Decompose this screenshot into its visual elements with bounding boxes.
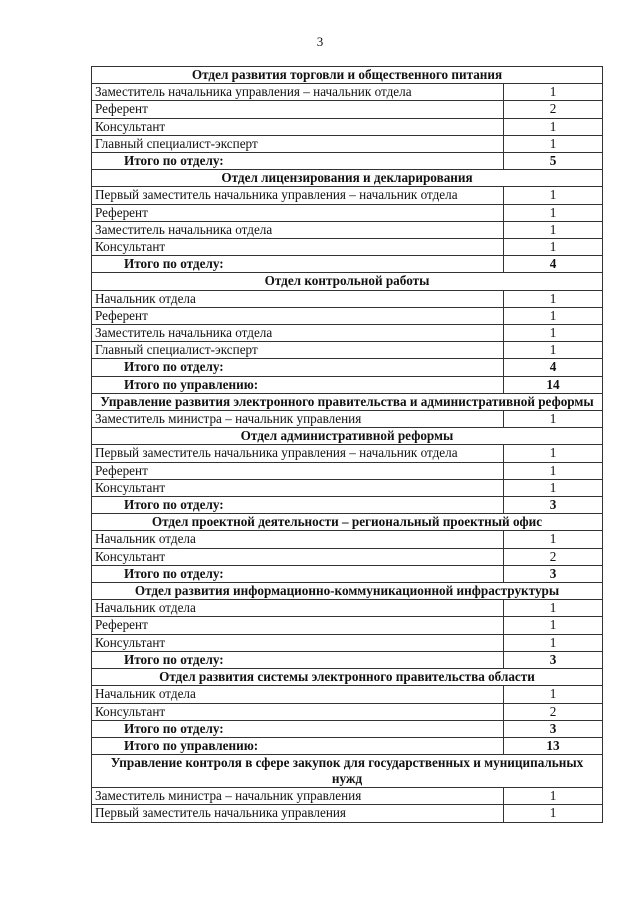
total-label: Итого по управлению: <box>92 376 504 393</box>
section-title: Управление контроля в сфере закупок для государственных и муниципальных нужд <box>92 755 603 788</box>
position-title: Референт <box>92 462 504 479</box>
position-title: Начальник отдела <box>92 686 504 703</box>
position-row <box>92 342 603 359</box>
position-row <box>92 617 603 634</box>
total-row <box>92 565 603 582</box>
position-row <box>92 135 603 152</box>
position-count: 1 <box>504 445 603 462</box>
position-row <box>92 805 603 822</box>
position-title: Первый заместитель начальника управления <box>92 805 504 822</box>
total-row <box>92 737 603 754</box>
position-count: 2 <box>504 548 603 565</box>
staff-table-body <box>92 67 603 823</box>
total-label: Итого по отделу: <box>92 720 504 737</box>
total-label: Итого по отделу: <box>92 497 504 514</box>
position-title: Начальник отдела <box>92 600 504 617</box>
section-title: Отдел контрольной работы <box>92 273 603 290</box>
section-title: Отдел развития системы электронного правительства области <box>92 669 603 686</box>
position-count: 2 <box>504 703 603 720</box>
position-row <box>92 290 603 307</box>
position-title: Референт <box>92 307 504 324</box>
position-title: Консультант <box>92 118 504 135</box>
total-count: 3 <box>504 565 603 582</box>
position-title: Начальник отдела <box>92 290 504 307</box>
section-title: Управление развития электронного правительства и административной реформы <box>92 393 603 410</box>
position-count: 1 <box>504 290 603 307</box>
position-count: 1 <box>504 617 603 634</box>
section-header-row <box>92 514 603 531</box>
section-header-row <box>92 669 603 686</box>
total-label: Итого по управлению: <box>92 737 504 754</box>
position-count: 1 <box>504 118 603 135</box>
position-row <box>92 239 603 256</box>
total-count: 3 <box>504 651 603 668</box>
total-count: 14 <box>504 376 603 393</box>
position-title: Консультант <box>92 479 504 496</box>
position-row <box>92 462 603 479</box>
total-row <box>92 256 603 273</box>
position-count: 1 <box>504 479 603 496</box>
total-count: 3 <box>504 497 603 514</box>
position-count: 1 <box>504 221 603 238</box>
position-title: Главный специалист-эксперт <box>92 135 504 152</box>
position-row <box>92 600 603 617</box>
section-header-row <box>92 583 603 600</box>
section-header-row <box>92 428 603 445</box>
position-count: 1 <box>504 135 603 152</box>
total-row <box>92 376 603 393</box>
total-row <box>92 359 603 376</box>
position-row <box>92 101 603 118</box>
position-title: Консультант <box>92 634 504 651</box>
position-row <box>92 531 603 548</box>
position-row <box>92 307 603 324</box>
section-header-row <box>92 755 603 788</box>
total-count: 5 <box>504 153 603 170</box>
position-title: Заместитель начальника управления – начальник отдела <box>92 84 504 101</box>
total-label: Итого по отделу: <box>92 651 504 668</box>
position-count: 1 <box>504 342 603 359</box>
section-title: Отдел развития торговли и общественного питания <box>92 67 603 84</box>
position-row <box>92 479 603 496</box>
position-count: 1 <box>504 187 603 204</box>
position-title: Консультант <box>92 239 504 256</box>
position-row <box>92 221 603 238</box>
position-title: Первый заместитель начальника управления – начальник отдела <box>92 445 504 462</box>
position-count: 1 <box>504 307 603 324</box>
position-row <box>92 411 603 428</box>
total-row <box>92 153 603 170</box>
position-count: 1 <box>504 411 603 428</box>
position-row <box>92 634 603 651</box>
total-count: 13 <box>504 737 603 754</box>
position-count: 1 <box>504 805 603 822</box>
position-row <box>92 788 603 805</box>
section-title: Отдел административной реформы <box>92 428 603 445</box>
total-label: Итого по отделу: <box>92 565 504 582</box>
staff-table <box>91 66 603 823</box>
total-label: Итого по отделу: <box>92 153 504 170</box>
position-count: 1 <box>504 204 603 221</box>
section-header-row <box>92 393 603 410</box>
position-count: 1 <box>504 531 603 548</box>
section-title: Отдел лицензирования и декларирования <box>92 170 603 187</box>
total-row <box>92 720 603 737</box>
page-number: 3 <box>316 34 324 49</box>
section-header-row <box>92 67 603 84</box>
position-row <box>92 84 603 101</box>
position-row <box>92 204 603 221</box>
position-count: 2 <box>504 101 603 118</box>
position-title: Референт <box>92 101 504 118</box>
position-title: Заместитель министра – начальник управления <box>92 788 504 805</box>
position-count: 1 <box>504 788 603 805</box>
position-count: 1 <box>504 634 603 651</box>
total-label: Итого по отделу: <box>92 256 504 273</box>
section-header-row <box>92 273 603 290</box>
total-row <box>92 497 603 514</box>
position-row <box>92 325 603 342</box>
position-count: 1 <box>504 686 603 703</box>
position-title: Заместитель начальника отдела <box>92 221 504 238</box>
position-title: Заместитель начальника отдела <box>92 325 504 342</box>
position-title: Консультант <box>92 548 504 565</box>
section-header-row <box>92 170 603 187</box>
position-row <box>92 703 603 720</box>
section-title: Отдел проектной деятельности – региональный проектный офис <box>92 514 603 531</box>
total-label: Итого по отделу: <box>92 359 504 376</box>
position-row <box>92 445 603 462</box>
position-row <box>92 686 603 703</box>
position-count: 1 <box>504 84 603 101</box>
position-row <box>92 187 603 204</box>
total-count: 3 <box>504 720 603 737</box>
position-title: Главный специалист-эксперт <box>92 342 504 359</box>
position-count: 1 <box>504 600 603 617</box>
position-title: Заместитель министра – начальник управления <box>92 411 504 428</box>
position-title: Референт <box>92 204 504 221</box>
position-row <box>92 118 603 135</box>
position-count: 1 <box>504 239 603 256</box>
position-title: Консультант <box>92 703 504 720</box>
total-row <box>92 651 603 668</box>
position-count: 1 <box>504 462 603 479</box>
position-count: 1 <box>504 325 603 342</box>
section-title: Отдел развития информационно-коммуникационной инфраструктуры <box>92 583 603 600</box>
position-title: Начальник отдела <box>92 531 504 548</box>
position-row <box>92 548 603 565</box>
total-count: 4 <box>504 256 603 273</box>
total-count: 4 <box>504 359 603 376</box>
position-title: Первый заместитель начальника управления – начальник отдела <box>92 187 504 204</box>
position-title: Референт <box>92 617 504 634</box>
